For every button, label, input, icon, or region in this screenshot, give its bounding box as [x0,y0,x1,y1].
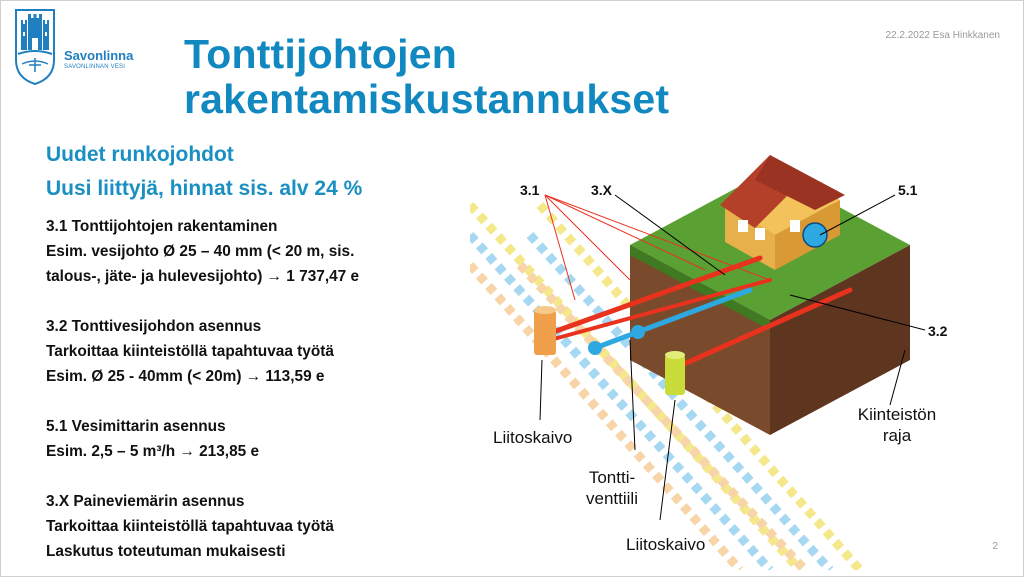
manhole-left-icon [534,306,556,355]
label-line: Kiinteistön [857,405,937,424]
section-line: Esim. vesijohto Ø 25 – 40 mm (< 20 m, sis. [46,243,355,260]
section-line: 3.2 Tonttivesijohdon asennus [46,318,262,335]
property-connection-illustration [470,150,1000,570]
page-number: 2 [992,541,998,552]
brand-subtitle: SAVONLINNAN VESI [64,64,126,70]
slide-title-line-2: rakentamiskustannukset [184,76,670,122]
section-line: 3.1 Tonttijohtojen rakentaminen [46,218,278,235]
slide-title-line-1: Tonttijohtojen [184,31,458,77]
label-liitoskaivo-left: Liitoskaivo [493,428,573,447]
tag-3-1: 3.1 [520,182,540,198]
manhole-right-icon [665,351,685,395]
label-kiinteiston-raja [852,404,942,446]
section-51 [46,414,359,464]
tag-3-x: 3.X [591,182,613,198]
section-line: Esim. 2,5 – 5 m³/h → 213,85 e [46,443,260,460]
label-line: raja [882,426,912,445]
valve-point-icon [588,341,602,355]
savonlinna-coat-of-arms-logo [14,8,56,86]
section-line: Tarkoittaa kiinteistöllä tapahtuvaa työtä [46,343,334,360]
label-liitoskaivo-bottom: Liitoskaivo [626,535,706,554]
brand [64,48,133,72]
cost-list [46,214,359,564]
section-line: Laskutus toteutuman mukaisesti [46,543,286,560]
section-32 [46,314,359,389]
subheading-1: Uudet runkojohdot [46,143,234,166]
section-31 [46,214,359,289]
date-author: 22.2.2022 Esa Hinkkanen [885,30,1000,41]
tag-3-2: 3.2 [928,323,948,339]
brand-name: Savonlinna [64,48,134,63]
tag-5-1: 5.1 [898,182,918,198]
section-line: Tarkoittaa kiinteistöllä tapahtuvaa työtä [46,518,334,535]
section-3x [46,489,359,564]
label-tonttiventtiili [572,467,652,509]
section-line: Esim. Ø 25 - 40mm (< 20m) → 113,59 e [46,368,325,385]
subheading-2: Uusi liittyjä, hinnat sis. alv 24 % [46,177,363,200]
label-line: Tontti- [588,468,636,487]
section-line: 5.1 Vesimittarin asennus [46,418,226,435]
section-line: talous-, jäte- ja hulevesijohto) → 1 737,47 e [46,268,360,285]
label-line: venttiili [586,489,638,508]
slide-title [184,32,669,122]
water-meter-icon [803,223,827,247]
valve-point-icon [631,325,645,339]
section-line: 3.X Paineviemärin asennus [46,493,245,510]
